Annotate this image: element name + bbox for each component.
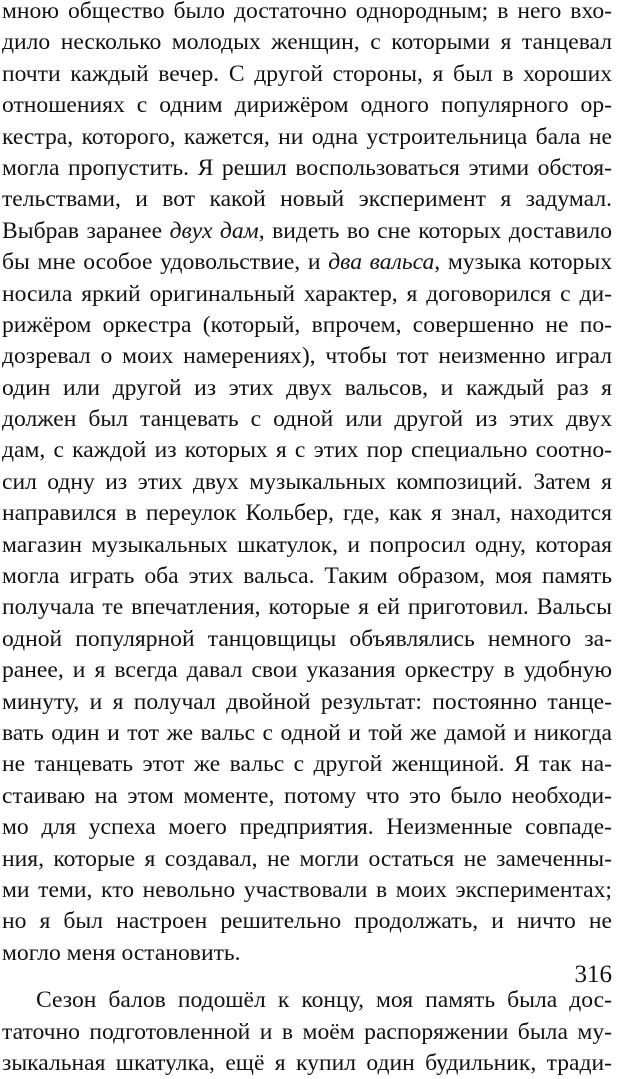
text-line: рижёром оркестра (который, впрочем, совершенно не по- [2, 311, 612, 338]
page-number: 316 [574, 961, 612, 988]
text-line: но я был настроен решительно продолжать, и ничто не [2, 908, 612, 935]
text-segment: , музыка которых [434, 249, 612, 276]
text-segment: бы мне особое удовольствие, и [2, 249, 329, 276]
text-line: таточно подготовленной и в моём распоряжении была му- [2, 1018, 612, 1045]
text-segment: , видеть во сне которых доставило [258, 217, 612, 244]
text-line: ния, которые я создавал, не могли остаться не замеченны- [2, 845, 612, 872]
text-line: дам, с каждой из которых я с этих пор специально соотно- [2, 437, 612, 464]
text-segment: Выбрав заранее [2, 217, 170, 244]
text-line: зыкальная шкатулка, ещё я купил один будильник, тради- [2, 1049, 612, 1076]
text-line: могла играть оба этих вальса. Таким образом, моя память [2, 563, 612, 590]
italic-phrase: два вальса [328, 249, 435, 276]
text-line: мо для успеха моего предприятия. Неизменные совпаде- [2, 814, 612, 841]
text-line: кестра, которого, кажется, ни одна устроительница бала не [2, 123, 612, 150]
text-line: могло меня остановить. [2, 939, 241, 966]
text-line: носила яркий оригинальный характер, я договорился с ди- [2, 280, 612, 307]
text-line [2, 216, 612, 247]
text-line: не танцевать этот же вальс с другой женщиной. Я так на- [2, 751, 612, 778]
text-line: стаиваю на этом моменте, потому что это было необходи- [2, 782, 612, 809]
text-line: должен был танцевать с одной или другой из этих двух [2, 406, 612, 433]
text-line: отношениях с одним дирижёром одного популярного ор- [2, 92, 612, 119]
text-line: ми теми, кто невольно участвовали в моих экспериментах; [2, 876, 612, 903]
page-body [2, 0, 612, 1079]
italic-phrase: двух дам [169, 217, 259, 244]
text-line: сил одну из этих двух музыкальных композиций. Затем я [2, 468, 612, 495]
text-line: магазин музыкальных шкатулок, и попросил одну, которая [2, 531, 612, 558]
text-line: могла пропустить. Я решил воспользоваться этими обстоя- [2, 154, 612, 181]
paragraph [2, 985, 612, 1079]
text-line: дозревал о моих намерениях), чтобы тот неизменно играл [2, 343, 612, 370]
text-line: почти каждый вечер. С другой стороны, я был в хороших [2, 60, 612, 87]
text-line: один или другой из этих двух вальсов, и каждый раз я [2, 374, 612, 401]
text-line: Сезон балов подошёл к концу, моя память была дос- [36, 987, 612, 1014]
text-line: направился в переулок Кольбер, где, как я знал, находится [2, 500, 612, 527]
text-line: вать один и тот же вальс с одной и той же дамой и никогда [2, 719, 612, 746]
text-line: тельствами, и вот какой новый эксперимент я задумал. [2, 186, 612, 213]
text-line [2, 247, 612, 278]
text-line: одной популярной танцовщицы объявлялись немного за- [2, 625, 612, 652]
text-line: ранее, и я всегда давал свои указания оркестру в удобную [2, 657, 612, 684]
paragraph [2, 0, 612, 969]
paragraph-gap [2, 969, 612, 985]
text-line: мною общество было достаточно однородным; в него вхо- [2, 0, 612, 24]
text-line: получала те впечатления, которые я ей приготовил. Вальсы [2, 594, 612, 621]
text-line: дило несколько молодых женщин, с которыми я танцевал [2, 29, 612, 56]
text-line: минуту, и я получал двойной результат: постоянно танце- [2, 688, 612, 715]
